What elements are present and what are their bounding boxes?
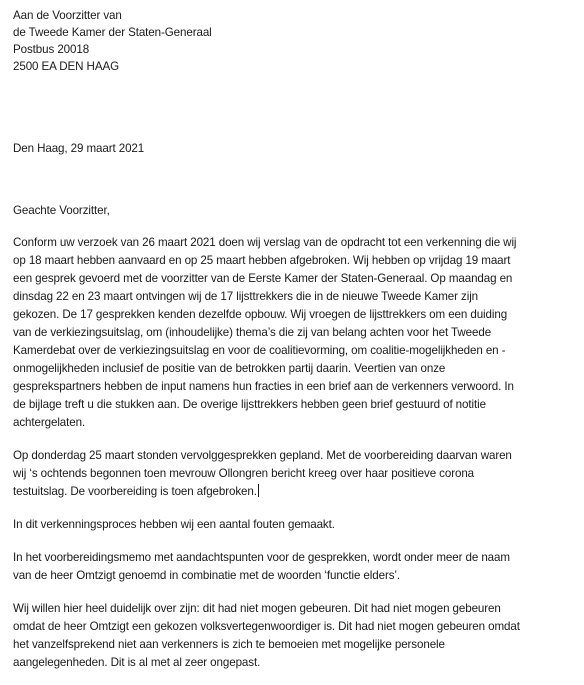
paragraph-1-line-5: gekozen. De 17 gesprekken kenden dezelfde opbouw. Wij vroegen de lijsttrekkers om een duiding — [13, 308, 508, 321]
paragraph-1-line-3: een gesprek gevoerd met de voorzitter van de Eerste Kamer der Staten-Generaal. Op maandag en — [13, 272, 513, 285]
paragraph-2-line-1: Op donderdag 25 maart stonden vervolggesprekken gepland. Met de voorbereiding daarvan waren — [13, 449, 512, 462]
address-line-4: 2500 EA DEN HAAG — [13, 60, 120, 73]
paragraph-2-line-3-wrap — [13, 484, 259, 500]
paragraph-5-line-3: het vanzelfsprekend niet aan verkenners is zich te bemoeien met mogelijke personele — [13, 638, 445, 651]
date-line: Den Haag, 29 maart 2021 — [13, 142, 145, 155]
paragraph-1-line-10: de bijlage treft u die stukken aan. De overige lijsttrekkers hebben geen brief gestuurd of notitie — [13, 398, 486, 411]
text-cursor — [258, 484, 259, 497]
paragraph-1-line-9: gesprekspartners hebben de input namens hun fracties in een brief aan de verkenners verwoord. In — [13, 380, 514, 393]
paragraph-1-line-4: dinsdag 22 en 23 maart ontvingen wij de 17 lijsttrekkers die in de nieuwe Tweede Kamer zijn — [13, 290, 479, 303]
paragraph-2-line-2: wij ‘s ochtends begonnen toen mevrouw Ollongren bericht kreeg over haar positieve corona — [13, 467, 475, 480]
paragraph-5-line-2: omdat de heer Omtzigt een gekozen volksvertegenwoordiger is. Dit had niet mogen gebeuren omdat — [13, 620, 520, 633]
paragraph-1-line-7: Kamerdebat over de verkiezingsuitslag en voor de coalitievorming, om coalitie-mogelijkheden en - — [13, 344, 506, 357]
paragraph-4-line-2: van de heer Omtzigt genoemd in combinatie met de woorden ‘functie elders’. — [13, 569, 401, 582]
address-line-2: de Tweede Kamer der Staten-Generaal — [13, 26, 212, 39]
salutation: Geachte Voorzitter, — [13, 204, 110, 217]
paragraph-1-line-8: onmogelijkheden inclusief de positie van de betrokken partij daarin. Veertien van onze — [13, 362, 446, 375]
paragraph-1-line-6: van de verkiezingsuitslag, om (inhoudelijke) thema’s die zij van belang achten voor het Tweede — [13, 326, 492, 339]
address-line-3: Postbus 20018 — [13, 43, 90, 56]
paragraph-1-line-2: op 18 maart hebben aanvaard en op 25 maart hebben afgebroken. Wij hebben op vrijdag 19 maart — [13, 254, 511, 267]
paragraph-5-line-4: aangelegenheden. Dit is al met al zeer ongepast. — [13, 656, 261, 669]
paragraph-1-line-11: achtergelaten. — [13, 416, 86, 429]
paragraph-2-line-3: testuitslag. De voorbereiding is toen afgebroken. — [13, 485, 257, 498]
address-line-1: Aan de Voorzitter van — [13, 9, 122, 22]
paragraph-3-line-1: In dit verkenningsproces hebben wij een aantal fouten gemaakt. — [13, 518, 335, 531]
paragraph-1-line-1: Conform uw verzoek van 26 maart 2021 doen wij verslag van de opdracht tot een verkenning die wij — [13, 236, 517, 249]
paragraph-4-line-1: In het voorbereidingsmemo met aandachtspunten voor de gesprekken, wordt onder meer de naam — [13, 551, 510, 564]
paragraph-5-line-1: Wij willen hier heel duidelijk over zijn: dit had niet mogen gebeuren. Dit had niet mogen gebeuren — [13, 602, 501, 615]
